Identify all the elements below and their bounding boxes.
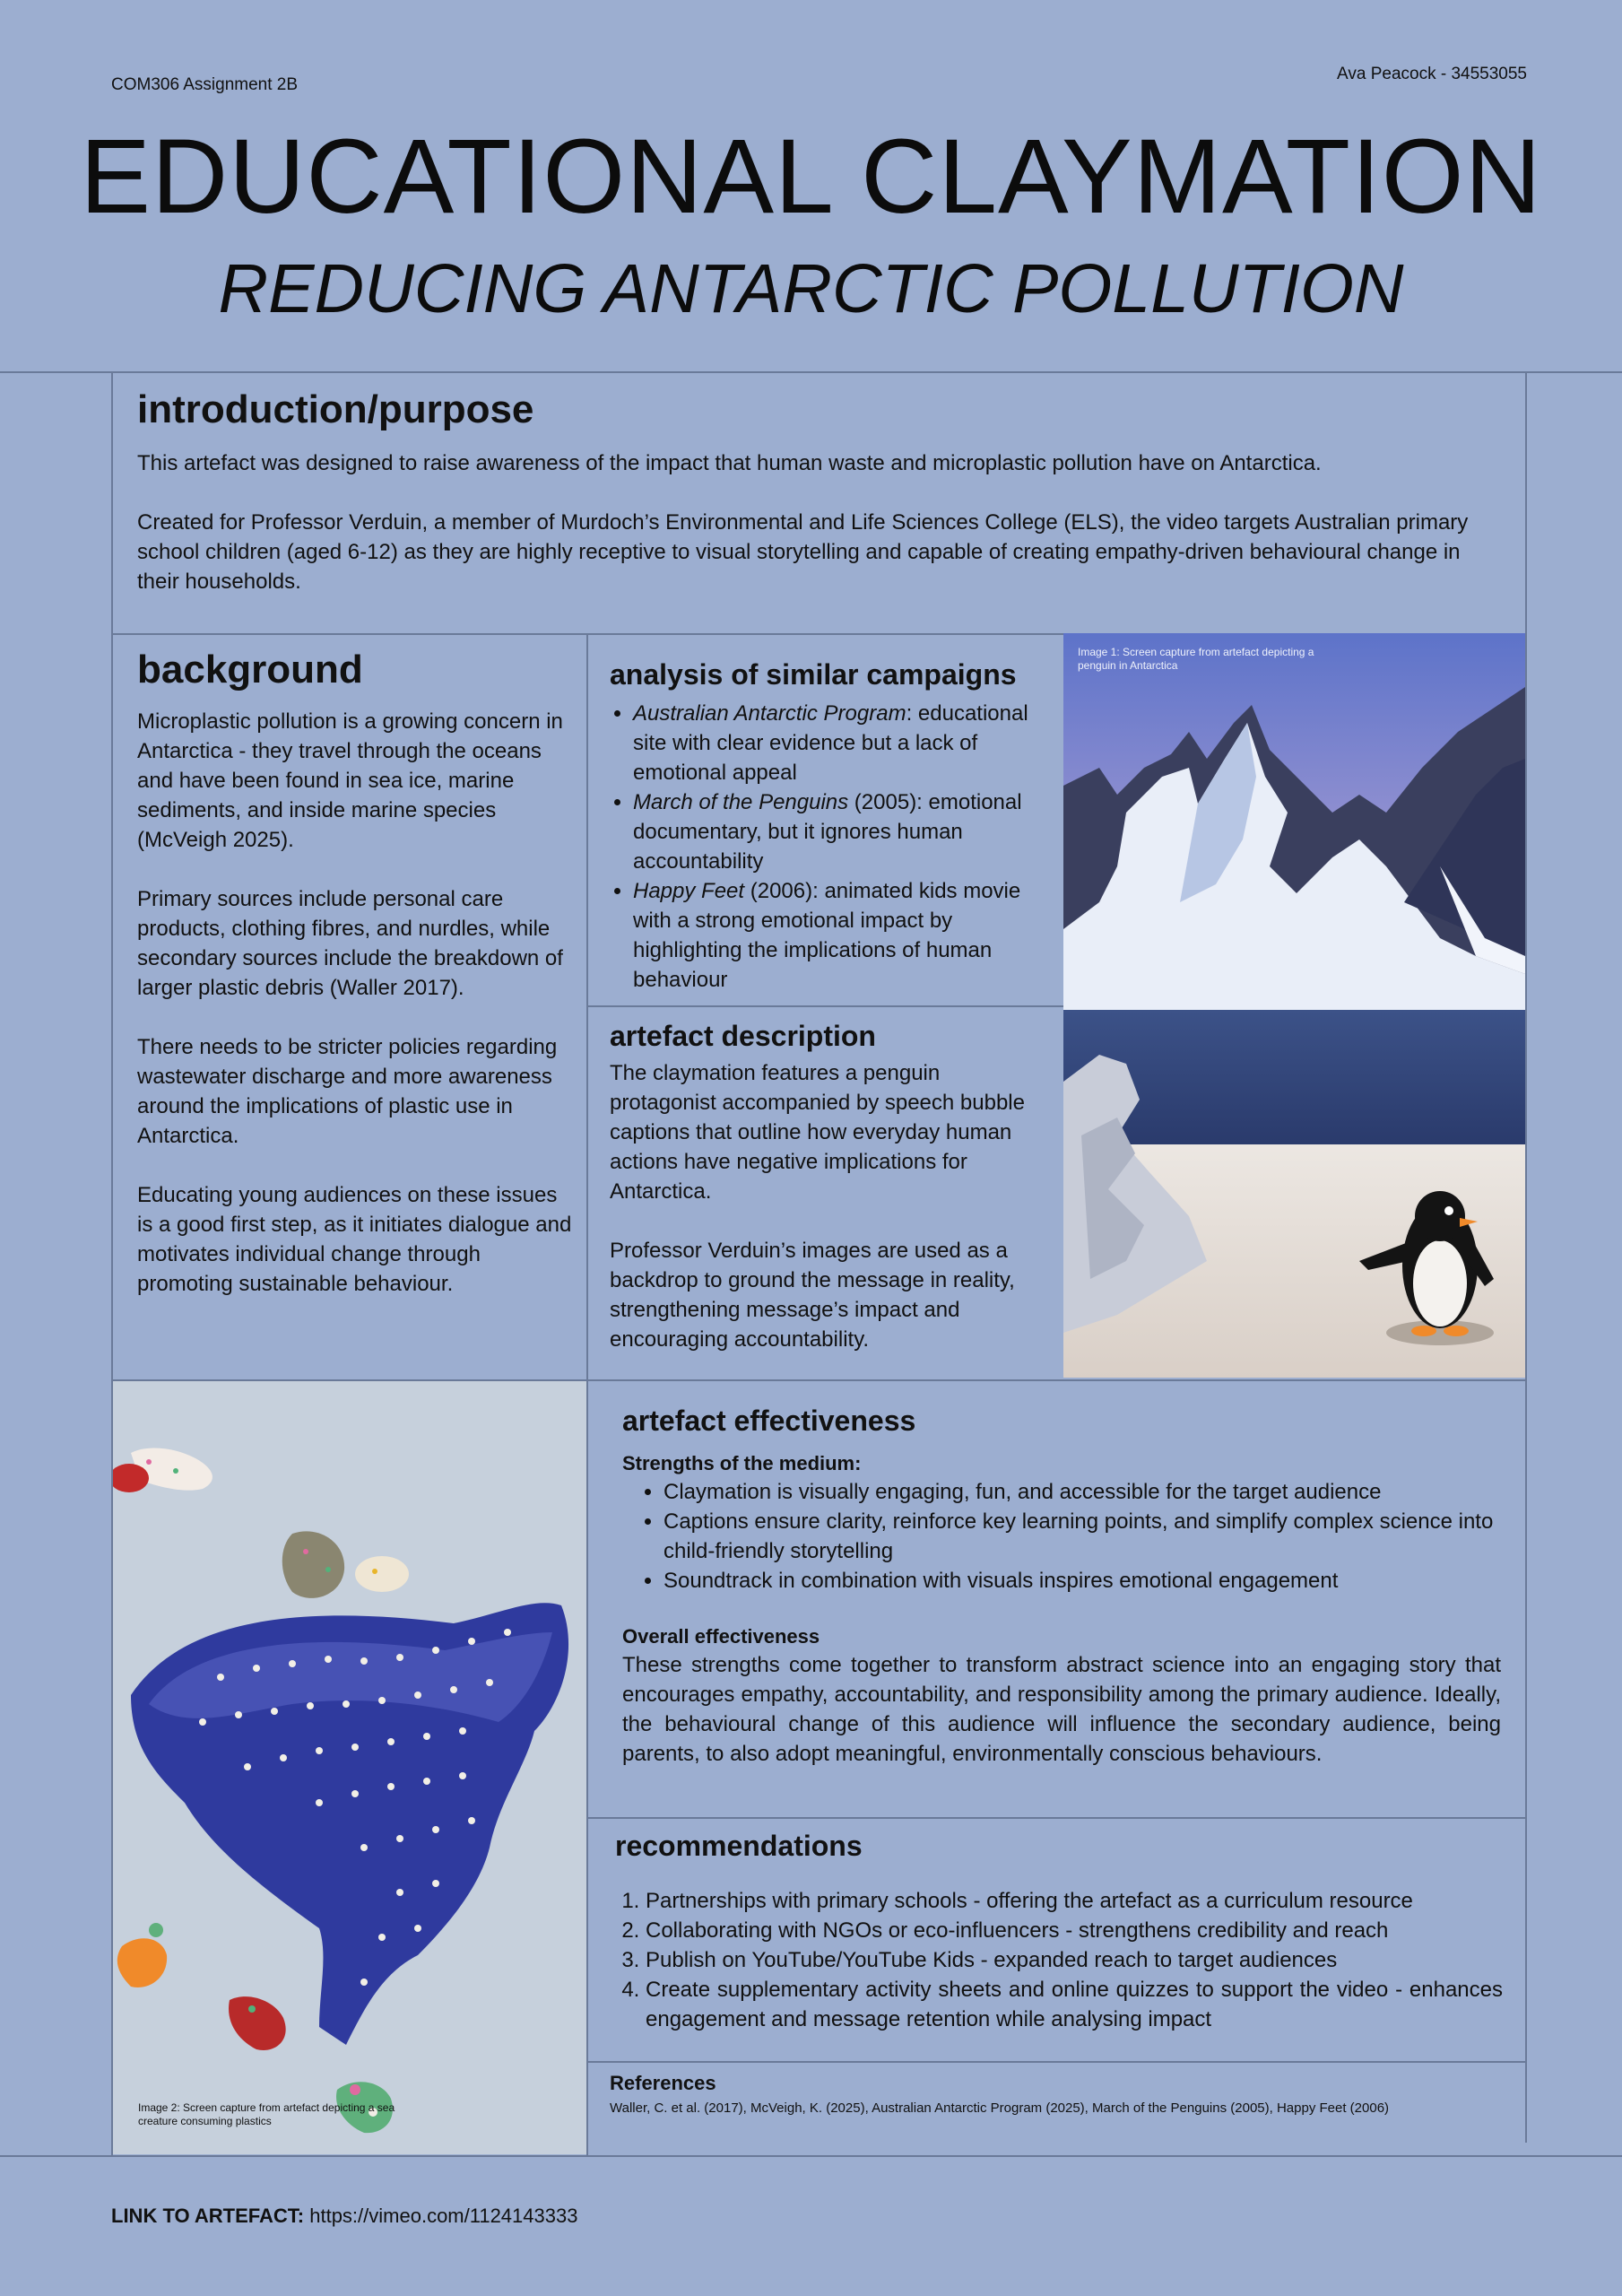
list-item: 4. Create supplementary activity sheets and online quizzes to support the video - enhances engagement and message retention while analysing impact [646, 1975, 1503, 2034]
page-title: EDUCATIONAL CLAYMATION [80, 117, 1542, 236]
image-caption: Image 1: Screen capture from artefact depicting a penguin in Antarctica [1078, 646, 1314, 672]
description-paragraph: Professor Verduin’s images are used as a backdrop to ground the message in reality, strengthening message’s impact and encouraging accountability. [610, 1239, 1015, 1352]
references-heading: References [610, 2072, 716, 2094]
references-section [610, 2072, 1506, 2116]
background-paragraph: Microplastic pollution is a growing concern in Antarctica - they travel through the oceans and have been found in sea ice, marine sediments, and inside marine species (McVeigh 2025). [137, 709, 563, 852]
overall-paragraph: These strengths come together to transform abstract science into an engaging story that encourages empathy, accountability, and responsibility among the primary audience. Ideally, the behavioural change of this audience will influence the secondary audience, being parents, to also adopt meaningful, environmentally conscious behaviours. [622, 1653, 1501, 1766]
artefact-link-row [111, 2205, 577, 2228]
background-paragraph: Primary sources include personal care products, clothing fibres, and nurdles, while secondary sources include the breakdown of larger plastic debris (Waller 2017). [137, 887, 563, 1000]
recommendations-section [615, 1830, 1503, 2034]
sea-creature-photo [113, 1381, 586, 2154]
intro-paragraph: This artefact was designed to raise awareness of the impact that human waste and microplastic pollution have on Antarctica. [137, 451, 1322, 475]
list-item: 2. Collaborating with NGOs or eco-influencers - strengthens credibility and reach [646, 1916, 1503, 1945]
references-text: Waller, C. et al. (2017), McVeigh, K. (2025), Australian Antarctic Program (2025), March of the Penguins (2005), Happy Feet (2006) [610, 2100, 1390, 2116]
intro-heading: introduction/purpose [137, 387, 534, 431]
recommendations-heading: recommendations [615, 1830, 863, 1862]
background-paragraph: Educating young audiences on these issues is a good first step, as it initiates dialogue and motivates individual change through promoting sustainable behaviour. [137, 1183, 572, 1296]
strengths-list [622, 1477, 1501, 1596]
list-item: • Happy Feet (2006): animated kids movie with a strong emotional impact by highlighting the implications of human behaviour [633, 876, 1049, 995]
effectiveness-heading: artefact effectiveness [622, 1405, 916, 1437]
artefact-link[interactable]: https://vimeo.com/1124143333 [309, 2205, 578, 2227]
author-name: Ava Peacock - 34553055 [1337, 65, 1527, 83]
background-heading: background [137, 648, 363, 691]
list-item: 3. Publish on YouTube/YouTube Kids - expanded reach to target audiences [646, 1945, 1503, 1975]
overall-heading: Overall effectiveness [622, 1625, 820, 1648]
analysis-heading: analysis of similar campaigns [610, 658, 1017, 691]
intro-section [137, 387, 1500, 596]
penguin-photo [1063, 633, 1525, 1378]
list-item: • Captions ensure clarity, reinforce key learning points, and simplify complex science into child-friendly storytelling [664, 1507, 1501, 1566]
description-heading: artefact description [610, 1020, 876, 1052]
divider [586, 1005, 1063, 1007]
divider [0, 2155, 1622, 2157]
list-item: • March of the Penguins (2005): emotional documentary, but it ignores human accountability [633, 787, 1049, 876]
background-section [137, 648, 575, 1299]
divider [586, 2061, 1527, 2063]
sea-creature-image [113, 1381, 586, 2154]
list-item: • Australian Antarctic Program: educational site with clear evidence but a lack of emotional appeal [633, 699, 1049, 787]
analysis-list [610, 699, 1049, 995]
divider [1525, 371, 1527, 2143]
divider [0, 371, 1622, 373]
analysis-section [610, 658, 1049, 995]
link-label: LINK TO ARTEFACT: [111, 2205, 305, 2227]
background-paragraph: There needs to be stricter policies regarding wastewater discharge and more awareness around the implications of plastic use in Antarctica. [137, 1035, 558, 1148]
course-code: COM306 Assignment 2B [111, 75, 299, 94]
effectiveness-section [622, 1405, 1501, 1769]
list-item: • Claymation is visually engaging, fun, and accessible for the target audience [664, 1477, 1501, 1507]
description-section [610, 1020, 1040, 1354]
divider [586, 633, 588, 2156]
penguin-scene-image [1063, 633, 1525, 1378]
divider [586, 1817, 1527, 1819]
page-subtitle: REDUCING ANTARCTIC POLLUTION [218, 250, 1404, 327]
recommendations-list [615, 1886, 1503, 2034]
intro-paragraph: Created for Professor Verduin, a member of Murdoch’s Environmental and Life Sciences College (ELS), the video targets Australian primary school children (aged 6-12) as they are highly receptive to visual storytelling and capable of creating empathy-driven behavioural change in their households. [137, 510, 1469, 594]
description-paragraph: The claymation features a penguin protagonist accompanied by speech bubble captions that outline how everyday human actions have negative implications for Antarctica. [610, 1061, 1025, 1204]
list-item: 1. Partnerships with primary schools - offering the artefact as a curriculum resource [646, 1886, 1503, 1916]
strengths-heading: Strengths of the medium: [622, 1452, 862, 1474]
image-caption: Image 2: Screen capture from artefact depicting a sea creature consuming plastics [138, 2101, 395, 2127]
list-item: • Soundtrack in combination with visuals inspires emotional engagement [664, 1566, 1501, 1596]
